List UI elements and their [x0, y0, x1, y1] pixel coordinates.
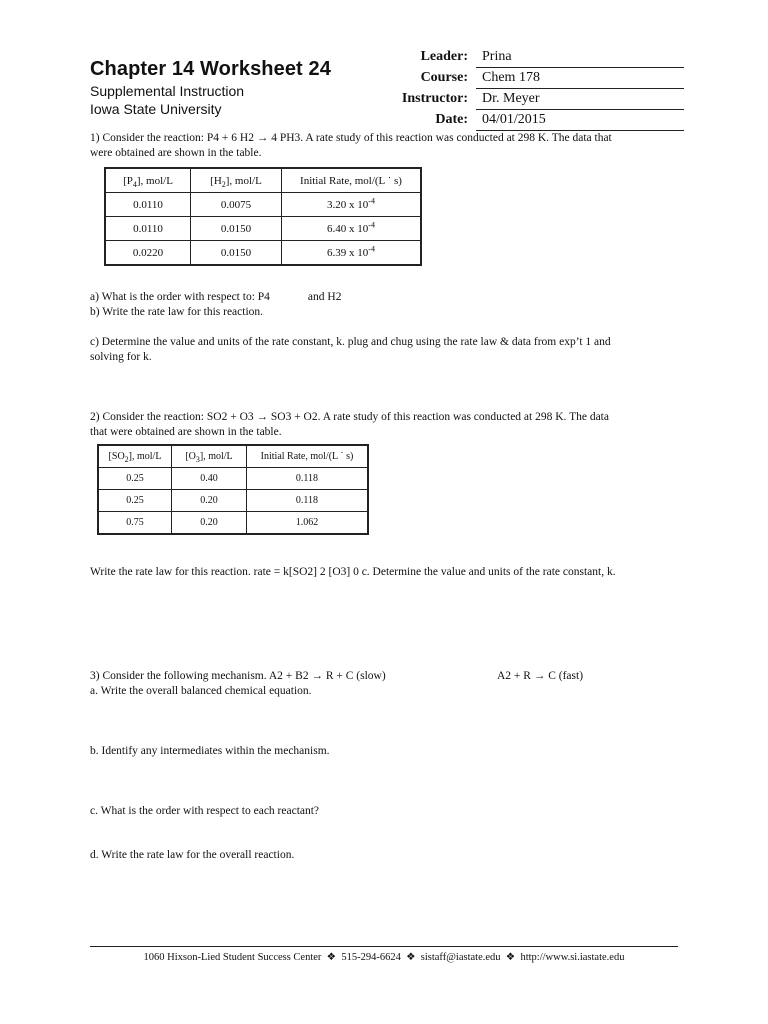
table-cell: 0.25 [98, 468, 172, 490]
table-row [98, 490, 368, 512]
q2-rate-law: Write the rate law for this reaction. rate = k[SO2] 2 [O3] 0 c. Determine the value and units of the rate constant, k. [90, 566, 616, 578]
page-title: Chapter 14 Worksheet 24 [90, 58, 331, 80]
q1-part-c-line2: solving for k. [90, 351, 152, 363]
footer-website-link[interactable]: http://www.si.iastate.edu [520, 952, 625, 963]
table-header-row [105, 168, 421, 193]
course-label: Course: [420, 70, 468, 85]
table-row [105, 193, 421, 217]
table-cell: 6.40 x $10^{-4}$ [282, 217, 422, 241]
table-cell: 0.20 [172, 490, 247, 512]
table-header-row [98, 445, 368, 468]
q2-col-rate: Initial Rate, mol/(L ˙ s) [247, 445, 369, 468]
table-cell: 0.0110 [105, 217, 191, 241]
leader-label: Leader: [420, 49, 468, 64]
table-row [98, 468, 368, 490]
q1-intro-line1: 1) Consider the reaction: P4 + 6 H2 → 4 PH3. A rate study of this reaction was conducted at 298 K. The data that [90, 132, 612, 144]
q1-intro-line2: were obtained are shown in the table. [90, 147, 262, 159]
table-cell: 0.25 [98, 490, 172, 512]
q3-intro: 3) Consider the following mechanism. A2 + B2 → R + C (slow) [90, 670, 386, 682]
table-cell: 0.118 [247, 490, 369, 512]
q2-intro-line1: 2) Consider the reaction: SO2 + O3 → SO3 + O2. A rate study of this reaction was conducted at 298 K. The data [90, 411, 609, 423]
footer-phone: 515-294-6624 [341, 952, 401, 963]
table-row [105, 241, 421, 266]
table-cell: 3.20 x $10^{-4}$ [282, 193, 422, 217]
table-row [98, 512, 368, 535]
table-cell: 6.39 x $10^{-4}$ [282, 241, 422, 266]
table-cell: 0.40 [172, 468, 247, 490]
q3-part-b: b. Identify any intermediates within the mechanism. [90, 745, 330, 757]
footer [90, 951, 678, 963]
table-cell: 0.0110 [105, 193, 191, 217]
q2-data-table [97, 444, 369, 535]
q1-col-h2: $[H_2]$, mol/L [191, 168, 282, 193]
q3-step2: A2 + R → C (fast) [497, 670, 584, 682]
q1-part-b: b) Write the rate law for this reaction. [90, 306, 264, 318]
table-cell: 0.0220 [105, 241, 191, 266]
table-cell: 0.0150 [191, 241, 282, 266]
q1-col-p4: $[P_4]$, mol/L [105, 168, 191, 193]
university-name: Iowa State University [90, 101, 222, 117]
q3-part-c: c. What is the order with respect to each reactant? [90, 805, 320, 817]
leader-value: Prina [476, 48, 684, 68]
q3-part-d: d. Write the rate law for the overall reaction. [90, 849, 295, 861]
instructor-label: Instructor: [401, 91, 468, 106]
q2-col-so2: $[SO_2]$, mol/L [98, 445, 172, 468]
date-label: Date: [435, 112, 468, 127]
footer-address: 1060 Hixson-Lied Student Success Center [143, 952, 322, 963]
footer-separator-icon: ❖ [326, 952, 337, 963]
footer-divider [90, 946, 678, 947]
footer-separator-icon: ❖ [505, 952, 516, 963]
table-cell: 0.20 [172, 512, 247, 535]
date-value: 04/01/2015 [476, 111, 684, 131]
footer-email-link[interactable]: sistaff@iastate.edu [420, 952, 501, 963]
q2-intro-line2: that were obtained are shown in the table. [90, 426, 282, 438]
table-cell: 0.0075 [191, 193, 282, 217]
q2-col-o3: $[O_3]$, mol/L [172, 445, 247, 468]
table-cell: 0.0150 [191, 217, 282, 241]
table-cell: 0.118 [247, 468, 369, 490]
program-name: Supplemental Instruction [90, 83, 245, 99]
q1-part-a: a) What is the order with respect to: P4 and H2 [90, 291, 342, 303]
q1-part-c-line1: c) Determine the value and units of the rate constant, k. plug and chug using the rate law & data from exp’t 1 and [90, 336, 611, 348]
table-cell: 0.75 [98, 512, 172, 535]
course-value: Chem 178 [476, 69, 684, 89]
table-row [105, 217, 421, 241]
q1-col-rate: Initial Rate, mol/(L ˙ s) [282, 168, 422, 193]
table-cell: 1.062 [247, 512, 369, 535]
instructor-value: Dr. Meyer [476, 90, 684, 110]
q3-part-a: a. Write the overall balanced chemical equation. [90, 685, 312, 697]
q1-data-table [104, 167, 422, 266]
footer-separator-icon: ❖ [406, 952, 416, 963]
